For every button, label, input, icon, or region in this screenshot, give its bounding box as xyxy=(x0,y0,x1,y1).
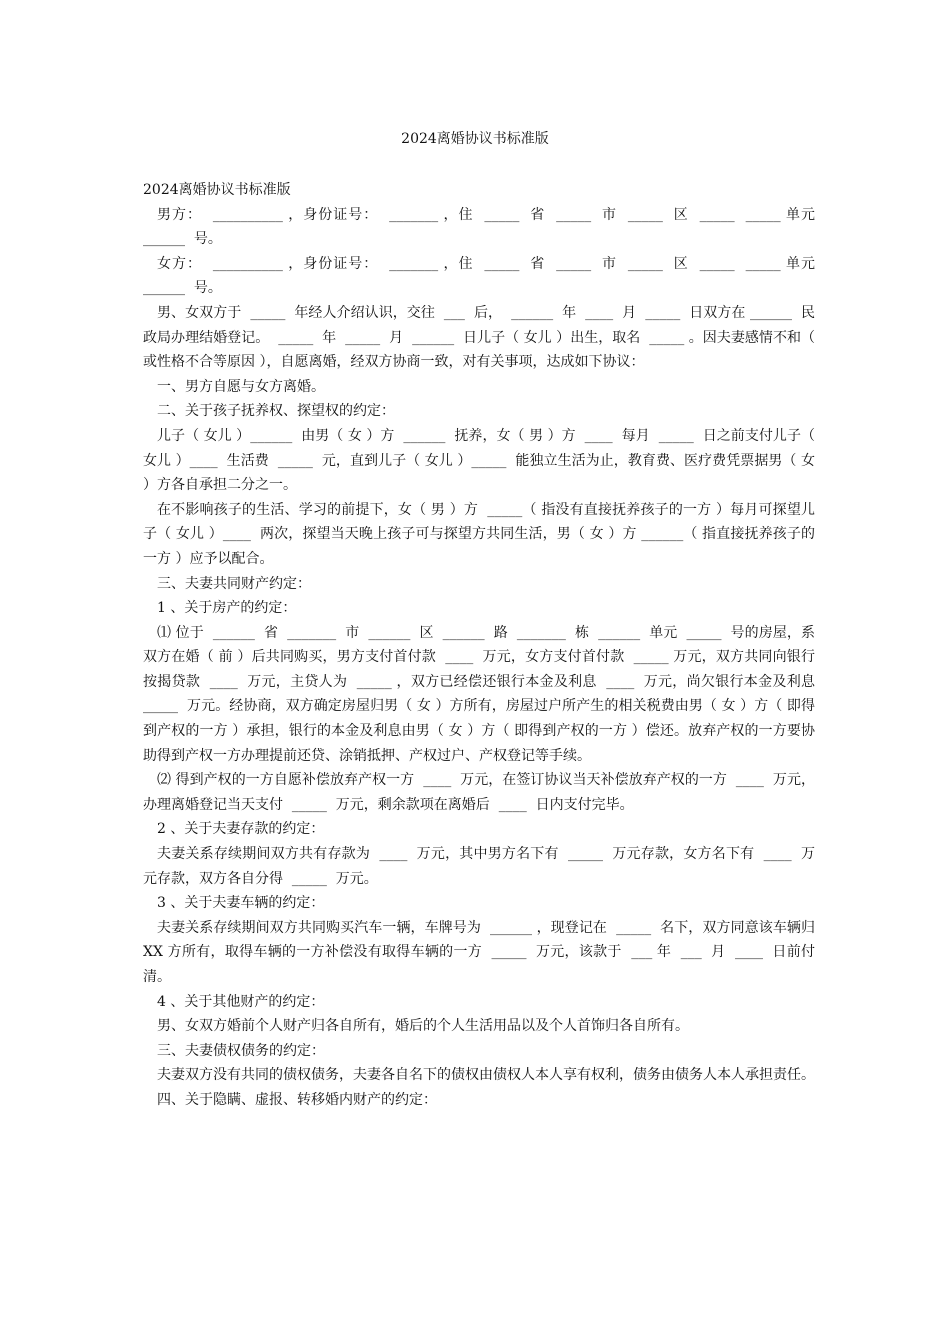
paragraph-background: 男、女双方于 _____ 年经人介绍认识，交往 ___ 后， ______ 年 ____ 月 _____ 日双方在 ______ 民政局办理结婚登记。 _____ 年 _____ 月 ______ 日儿子（ 女儿 ）出生，取名 _____ 。因夫妻感情不和（ 或性格不合等原因 ），自愿离婚，经双方协商一致，对有关事项，达成如下协议： xyxy=(143,304,820,371)
paragraph-deposit-heading: 2 、关于夫妻存款的约定： xyxy=(157,821,325,838)
paragraph-custody: 儿子（ 女儿 ）______ 由男（ 女 ）方 ______ 抚养，女（ 男 ）方 ____ 每月 _____ 日之前支付儿子（ 女儿 ）____ 生活费 _____ 元，直到儿子（ 女儿 ）_____ 能独立生活为止，教育费、医疗费凭票据男（ 女 ）方各自承担二分之一。 xyxy=(143,427,820,494)
paragraph-deposit: 夫妻关系存续期间双方共有存款为 ____ 万元，其中男方名下有 _____ 万元存款，女方名下有 ____ 万元存款，双方各自分得 _____ 万元。 xyxy=(143,846,815,887)
paragraph-debts-heading: 三、夫妻债权债务的约定： xyxy=(157,1042,325,1059)
paragraph-clause-3-heading: 三、夫妻共同财产约定： xyxy=(157,575,311,592)
paragraph-female-party: 女方： __________ ，身份证号： _______ ，住 _____ 省 _____ 市 _____ 区 _____ _____ 单元 ______ 号。 xyxy=(143,255,824,297)
document-body xyxy=(143,178,824,1113)
paragraph-other-property: 男、女双方婚前个人财产归各自所有，婚后的个人生活用品以及个人首饰归各自所有。 xyxy=(157,1018,689,1035)
paragraph-vehicle-heading: 3 、关于夫妻车辆的约定： xyxy=(157,895,325,912)
paragraph-property-heading: 1 、关于房产的约定： xyxy=(157,600,297,617)
paragraph-other-property-heading: 4 、关于其他财产的约定： xyxy=(157,993,325,1010)
paragraph-clause-2-heading: 二、关于孩子抚养权、探望权的约定： xyxy=(157,403,395,420)
paragraph-clause-1: 一、男方自愿与女方离婚。 xyxy=(157,378,325,395)
paragraph-male-party: 男方： __________ ，身份证号： _______ ，住 _____ 省 _____ 市 _____ 区 _____ _____ 单元 ______ 号。 xyxy=(143,206,824,248)
paragraph-heading: 2024离婚协议书标准版 xyxy=(143,182,291,198)
paragraph-vehicle: 夫妻关系存续期间双方共同购买汽车一辆，车牌号为 ______ ，现登记在 _____ 名下，双方同意该车辆归 XX 方所有，取得车辆的一方补偿没有取得车辆的一方 _____ 万元，该款于 ___ 年 ___ 月 ____ 日前付清。 xyxy=(143,919,820,985)
document-title: 2024离婚协议书标准版 xyxy=(401,131,549,147)
paragraph-visitation: 在不影响孩子的生活、学习的前提下，女（ 男 ）方 _____（ 指没有直接抚养孩子的一方 ）每月可探望儿子（ 女儿 ）____ 两次，探望当天晚上孩子可与探望方共同生活，男（ 女 ）方 ______（ 指直接抚养孩子的一方 ）应予以配合。 xyxy=(143,501,815,567)
paragraph-clause-4-heading: 四、关于隐瞒、虚报、转移婚内财产的约定： xyxy=(157,1091,437,1108)
paragraph-property-2: ⑵ 得到产权的一方自愿补偿放弃产权一方 ____ 万元，在签订协议当天补偿放弃产权的一方 ____ 万元，办理离婚登记当天支付 _____ 万元，剩余款项在离婚后 ____ 日内支付完毕。 xyxy=(143,772,815,813)
paragraph-debts: 夫妻双方没有共同的债权债务，夫妻各自名下的债权由债权人本人享有权利，债务由债务人本人承担责任。 xyxy=(157,1067,815,1084)
paragraph-property-1: ⑴ 位于 ______ 省 _______ 市 ______ 区 ______ 路 _______ 栋 ______ 单元 _____ 号的房屋，系双方在婚（ 前 ）后共同购买，男方支付首付款 ____ 万元，女方支付首付款 _____ 万元，双方共同向银行按揭贷款 ____ 万元，主贷人为 _____ ，双方已经偿还银行本金及利息 ____ 万元，尚欠银行本金及利息 _____ 万元。经协商，双方确定房屋归男（ 女 ）方所有，房屋过户所产生的相关税费由男（ 女 ）方（ 即得到产权的一方 ）承担，银行的本金及利息由男（ 女 ）方（ 即得到产权的一方 ）偿还。放弃产权的一方要协助得到产权一方办理提前还贷、涂销抵押、产权过户、产权登记等手续。 xyxy=(143,624,824,764)
